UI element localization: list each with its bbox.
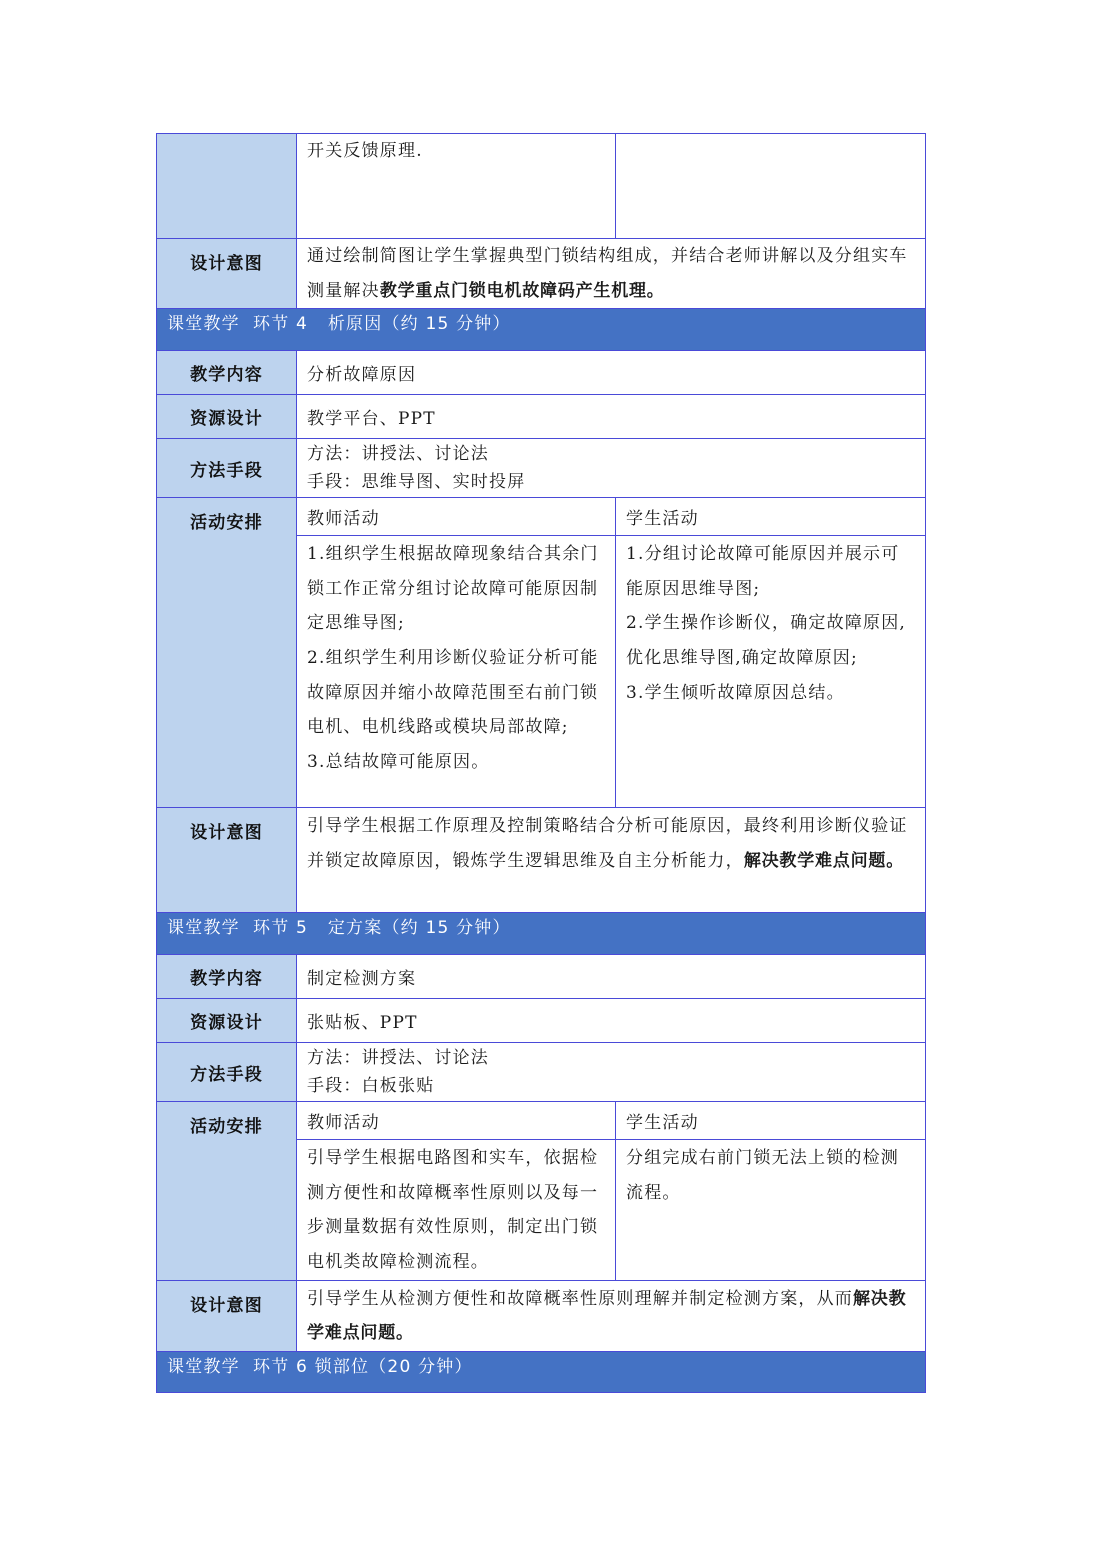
design-intent-plain-5: 引导学生从检测方便性和故障概率性原则理解并制定检测方案，从而 — [307, 1288, 853, 1309]
section-header-4 — [157, 309, 926, 351]
design-intent-plain-4: 引导学生根据工作原理及控制策略结合分析可能原因，最终利用诊断仪验证并锁定故障原因，锻炼学生逻辑思维及自主分析能力， — [307, 816, 908, 871]
continuation-text: 开关反馈原理. — [297, 134, 616, 239]
student-activity-item: 2.学生操作诊断仪，确定故障原因,优化思维导图,确定故障原因; — [626, 613, 907, 668]
section-header-5 — [157, 913, 926, 955]
continuation-empty-cell — [616, 134, 926, 239]
resource-value-4: 教学平台、PPT — [297, 395, 926, 439]
section-header-6 — [157, 1351, 926, 1392]
design-intent-bold-5: 解决教学难点问题。 — [307, 1288, 907, 1344]
method-label: 方法手段 — [157, 1043, 297, 1102]
resource-label: 资源设计 — [157, 999, 297, 1043]
teaching-content-row-4 — [157, 351, 926, 395]
method-text-4: 方法：讲授法、讨论法 — [307, 444, 489, 465]
design-intent-text-4 — [297, 808, 926, 913]
design-intent-bold-4: 解决教学难点问题。 — [743, 850, 905, 871]
teacher-activity-cell-4 — [297, 536, 616, 808]
method-cell-5 — [297, 1043, 926, 1102]
student-activity-item: 1.分组讨论故障可能原因并展示可能原因思维导图; — [626, 544, 900, 599]
teaching-content-value-5: 制定检测方案 — [297, 955, 926, 999]
design-intent-text-5 — [297, 1280, 926, 1351]
means-text-4: 手段：思维导图、实时投屏 — [307, 472, 526, 493]
student-activity-header-5: 学生活动 — [616, 1102, 926, 1140]
teaching-content-label: 教学内容 — [157, 351, 297, 395]
resource-label: 资源设计 — [157, 395, 297, 439]
design-intent-row-5 — [157, 1280, 926, 1351]
teaching-content-row-5 — [157, 955, 926, 999]
activity-header-row-4 — [157, 498, 926, 536]
teacher-activity-item: 2.组织学生利用诊断仪验证分析可能故障原因并缩小故障范围至右前门锁电机、电机线路或模块局部故障; — [307, 647, 599, 738]
student-activity-item: 3.学生倾听故障原因总结。 — [626, 682, 845, 703]
student-activity-cell-4 — [616, 536, 926, 808]
design-intent-row-3 — [157, 239, 926, 309]
section-title-5: 课堂教学 环节 5 定方案（约 15 分钟） — [157, 913, 926, 955]
resource-row-4 — [157, 395, 926, 439]
student-activity-text-5: 分组完成右前门锁无法上锁的检测流程。 — [616, 1140, 926, 1280]
teaching-content-value-4: 分析故障原因 — [297, 351, 926, 395]
resource-value-5: 张贴板、PPT — [297, 999, 926, 1043]
method-cell-4 — [297, 439, 926, 498]
lesson-plan-table — [156, 133, 926, 1393]
teacher-activity-item: 1.组织学生根据故障现象结合其余门锁工作正常分组讨论故障可能原因制定思维导图; — [307, 544, 599, 634]
design-intent-label: 设计意图 — [157, 239, 297, 309]
student-activity-header-4: 学生活动 — [616, 498, 926, 536]
continuation-row — [157, 134, 926, 239]
continuation-label-cell — [157, 134, 297, 239]
teacher-activity-header-4: 教师活动 — [297, 498, 616, 536]
teaching-content-label: 教学内容 — [157, 955, 297, 999]
design-intent-label: 设计意图 — [157, 1280, 297, 1351]
method-label: 方法手段 — [157, 439, 297, 498]
activity-header-row-5 — [157, 1102, 926, 1140]
design-intent-row-4 — [157, 808, 926, 913]
section-title-4: 课堂教学 环节 4 析原因（约 15 分钟） — [157, 309, 926, 351]
teacher-activity-header-5: 教师活动 — [297, 1102, 616, 1140]
teacher-activity-text-5: 引导学生根据电路图和实车，依据检测方便性和故障概率性原则以及每一步测量数据有效性原则，制定出门锁电机类故障检测流程。 — [297, 1140, 616, 1280]
resource-row-5 — [157, 999, 926, 1043]
activity-label-5: 活动安排 — [157, 1102, 297, 1280]
design-intent-text-3 — [297, 239, 926, 309]
section-title-6: 课堂教学 环节 6 锁部位（20 分钟） — [157, 1351, 926, 1392]
method-row-5 — [157, 1043, 926, 1102]
method-text-5: 方法：讲授法、讨论法 — [307, 1048, 489, 1069]
design-intent-plain-3: 通过绘制简图让学生掌握典型门锁结构组成，并结合老师讲解以及分组实车测量解决 — [307, 246, 908, 301]
method-row-4 — [157, 439, 926, 498]
means-text-5: 手段：白板张贴 — [307, 1076, 435, 1097]
design-intent-label: 设计意图 — [157, 808, 297, 913]
activity-label-4: 活动安排 — [157, 498, 297, 808]
design-intent-bold-3: 教学重点门锁电机故障码产生机理。 — [379, 280, 665, 301]
teacher-activity-item: 3.总结故障可能原因。 — [307, 751, 490, 772]
